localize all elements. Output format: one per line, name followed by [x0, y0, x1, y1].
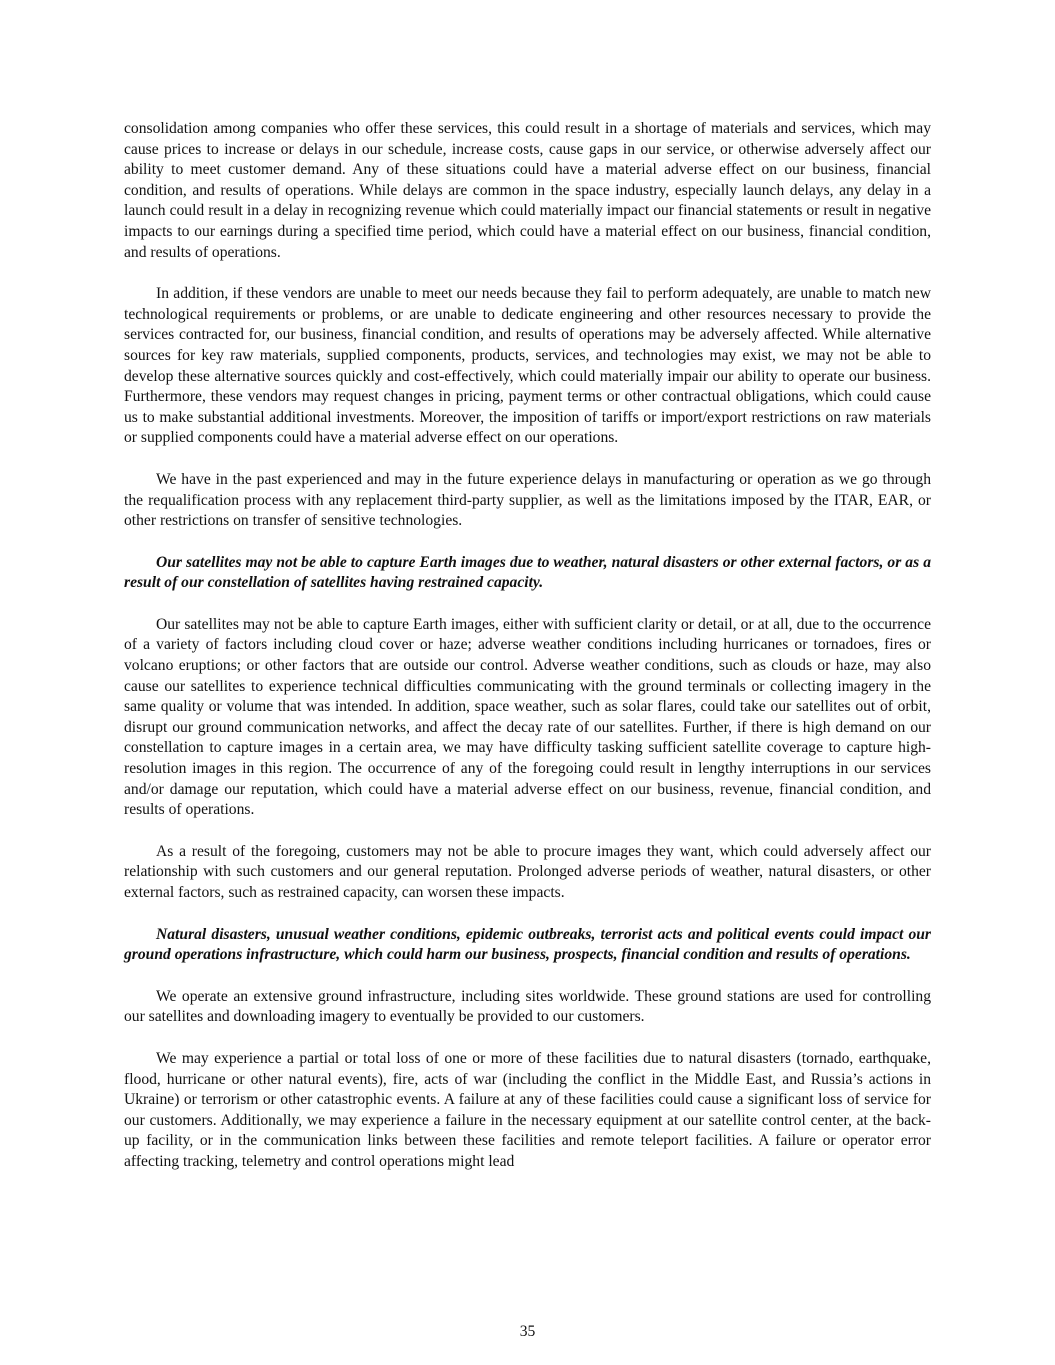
paragraph-satellite-capture: Our satellites may not be able to capture Earth images, either with sufficient clarity or detail, or at all, due to the occurrence of a variety of factors including cloud cover or haze; adverse weather conditions including hurricanes or tornadoes, fires or volcano eruptions; or other factors that are outside our control. Adverse weather conditions, such as clouds or haze, may also cause our satellites to experience technical difficulties communicating with the ground terminals or collecting imagery in the same quality or volume that was intended. In addition, space weather, such as solar flares, could take our satellites out of orbit, disrupt our ground communication networks, and affect the decay rate of our satellites. Further, if there is high demand on our constellation to capture images in a certain area, we may have difficulty tasking sufficient satellite coverage to capture high-resolution images in this region. The occurrence of any of the foregoing could result in lengthy interruptions in our services and/or damage our reputation, which could have a material adverse effect on our business, revenue, financial condition, and results of operations.	[124, 615, 931, 819]
risk-heading-natural-disasters: Natural disasters, unusual weather conditions, epidemic outbreaks, terrorist acts and political events could impact our ground operations infrastructure, which could harm our business, prospects, financial condition and results of operations.	[124, 925, 931, 964]
paragraph-facility-loss: We may experience a partial or total loss of one or more of these facilities due to natural disasters (tornado, earthquake, flood, hurricane or other natural events), fire, acts of war (including the conflict in the Middle East, and Russia’s actions in Ukraine) or terrorism or other catastrophic events. A failure at any of these facilities could cause a significant loss of service for our customers. Additionally, we may experience a failure in the necessary equipment at our satellite control center, at the back-up facility, or in the communication links between these facilities and remote teleport facilities. A failure or operator error affecting tracking, telemetry and control operations might lead	[124, 1049, 931, 1170]
risk-heading-weather: Our satellites may not be able to capture Earth images due to weather, natural disasters or other external factors, or as a result of our constellation of satellites having restrained capacity.	[124, 553, 931, 592]
paragraph-customer-impact: As a result of the foregoing, customers may not be able to procure images they want, which could adversely affect our relationship with such customers and our general reputation. Prolonged adverse periods of weather, natural disasters, or other external factors, such as restrained capacity, can worsen these impacts.	[124, 842, 931, 901]
paragraph-vendors: In addition, if these vendors are unable to meet our needs because they fail to perform adequately, are unable to match new technological requirements or problems, or are unable to dedicate engineering and other resources necessary to provide the services contracted for, our business, financial condition, and results of operations may be adversely affected. While alternative sources for key raw materials, supplied components, products, services, and technologies may exist, we may not be able to develop these alternative sources quickly and cost-effectively, which could materially impair our ability to operate our business. Furthermore, these vendors may request changes in pricing, payment terms or other contractual obligations, which could cause us to make substantial additional investments. Moreover, the imposition of tariffs or import/export restrictions on raw materials or supplied components could have a material adverse effect on our operations.	[124, 285, 931, 447]
document-page	[124, 119, 931, 1173]
paragraph-continuation: consolidation among companies who offer these services, this could result in a shortage of materials and services, which may cause prices to increase or delays in our schedule, increase costs, cause gaps in our service, or otherwise adversely affect our ability to meet customer demand. Any of these situations could have a material adverse effect on our business, financial condition, and results of operations. While delays are common in the space industry, especially launch delays, any delay in a launch could result in a delay in recognizing revenue which could materially impact our financial statements or result in negative impacts to our earnings during a specified time period, which could have a material effect on our business, financial condition, and results of operations.	[124, 120, 931, 261]
paragraph-ground-infrastructure: We operate an extensive ground infrastructure, including sites worldwide. These ground stations are used for controlling our satellites and downloading imagery to eventually be provided to our customers.	[124, 987, 931, 1026]
page-number: 35	[519, 1323, 536, 1340]
paragraph-requalification: We have in the past experienced and may in the future experience delays in manufacturing or operation as we go through the requalification process with any replacement third-party supplier, as well as the limitations imposed by the ITAR, EAR, or other restrictions on transfer of sensitive technologies.	[124, 470, 931, 530]
